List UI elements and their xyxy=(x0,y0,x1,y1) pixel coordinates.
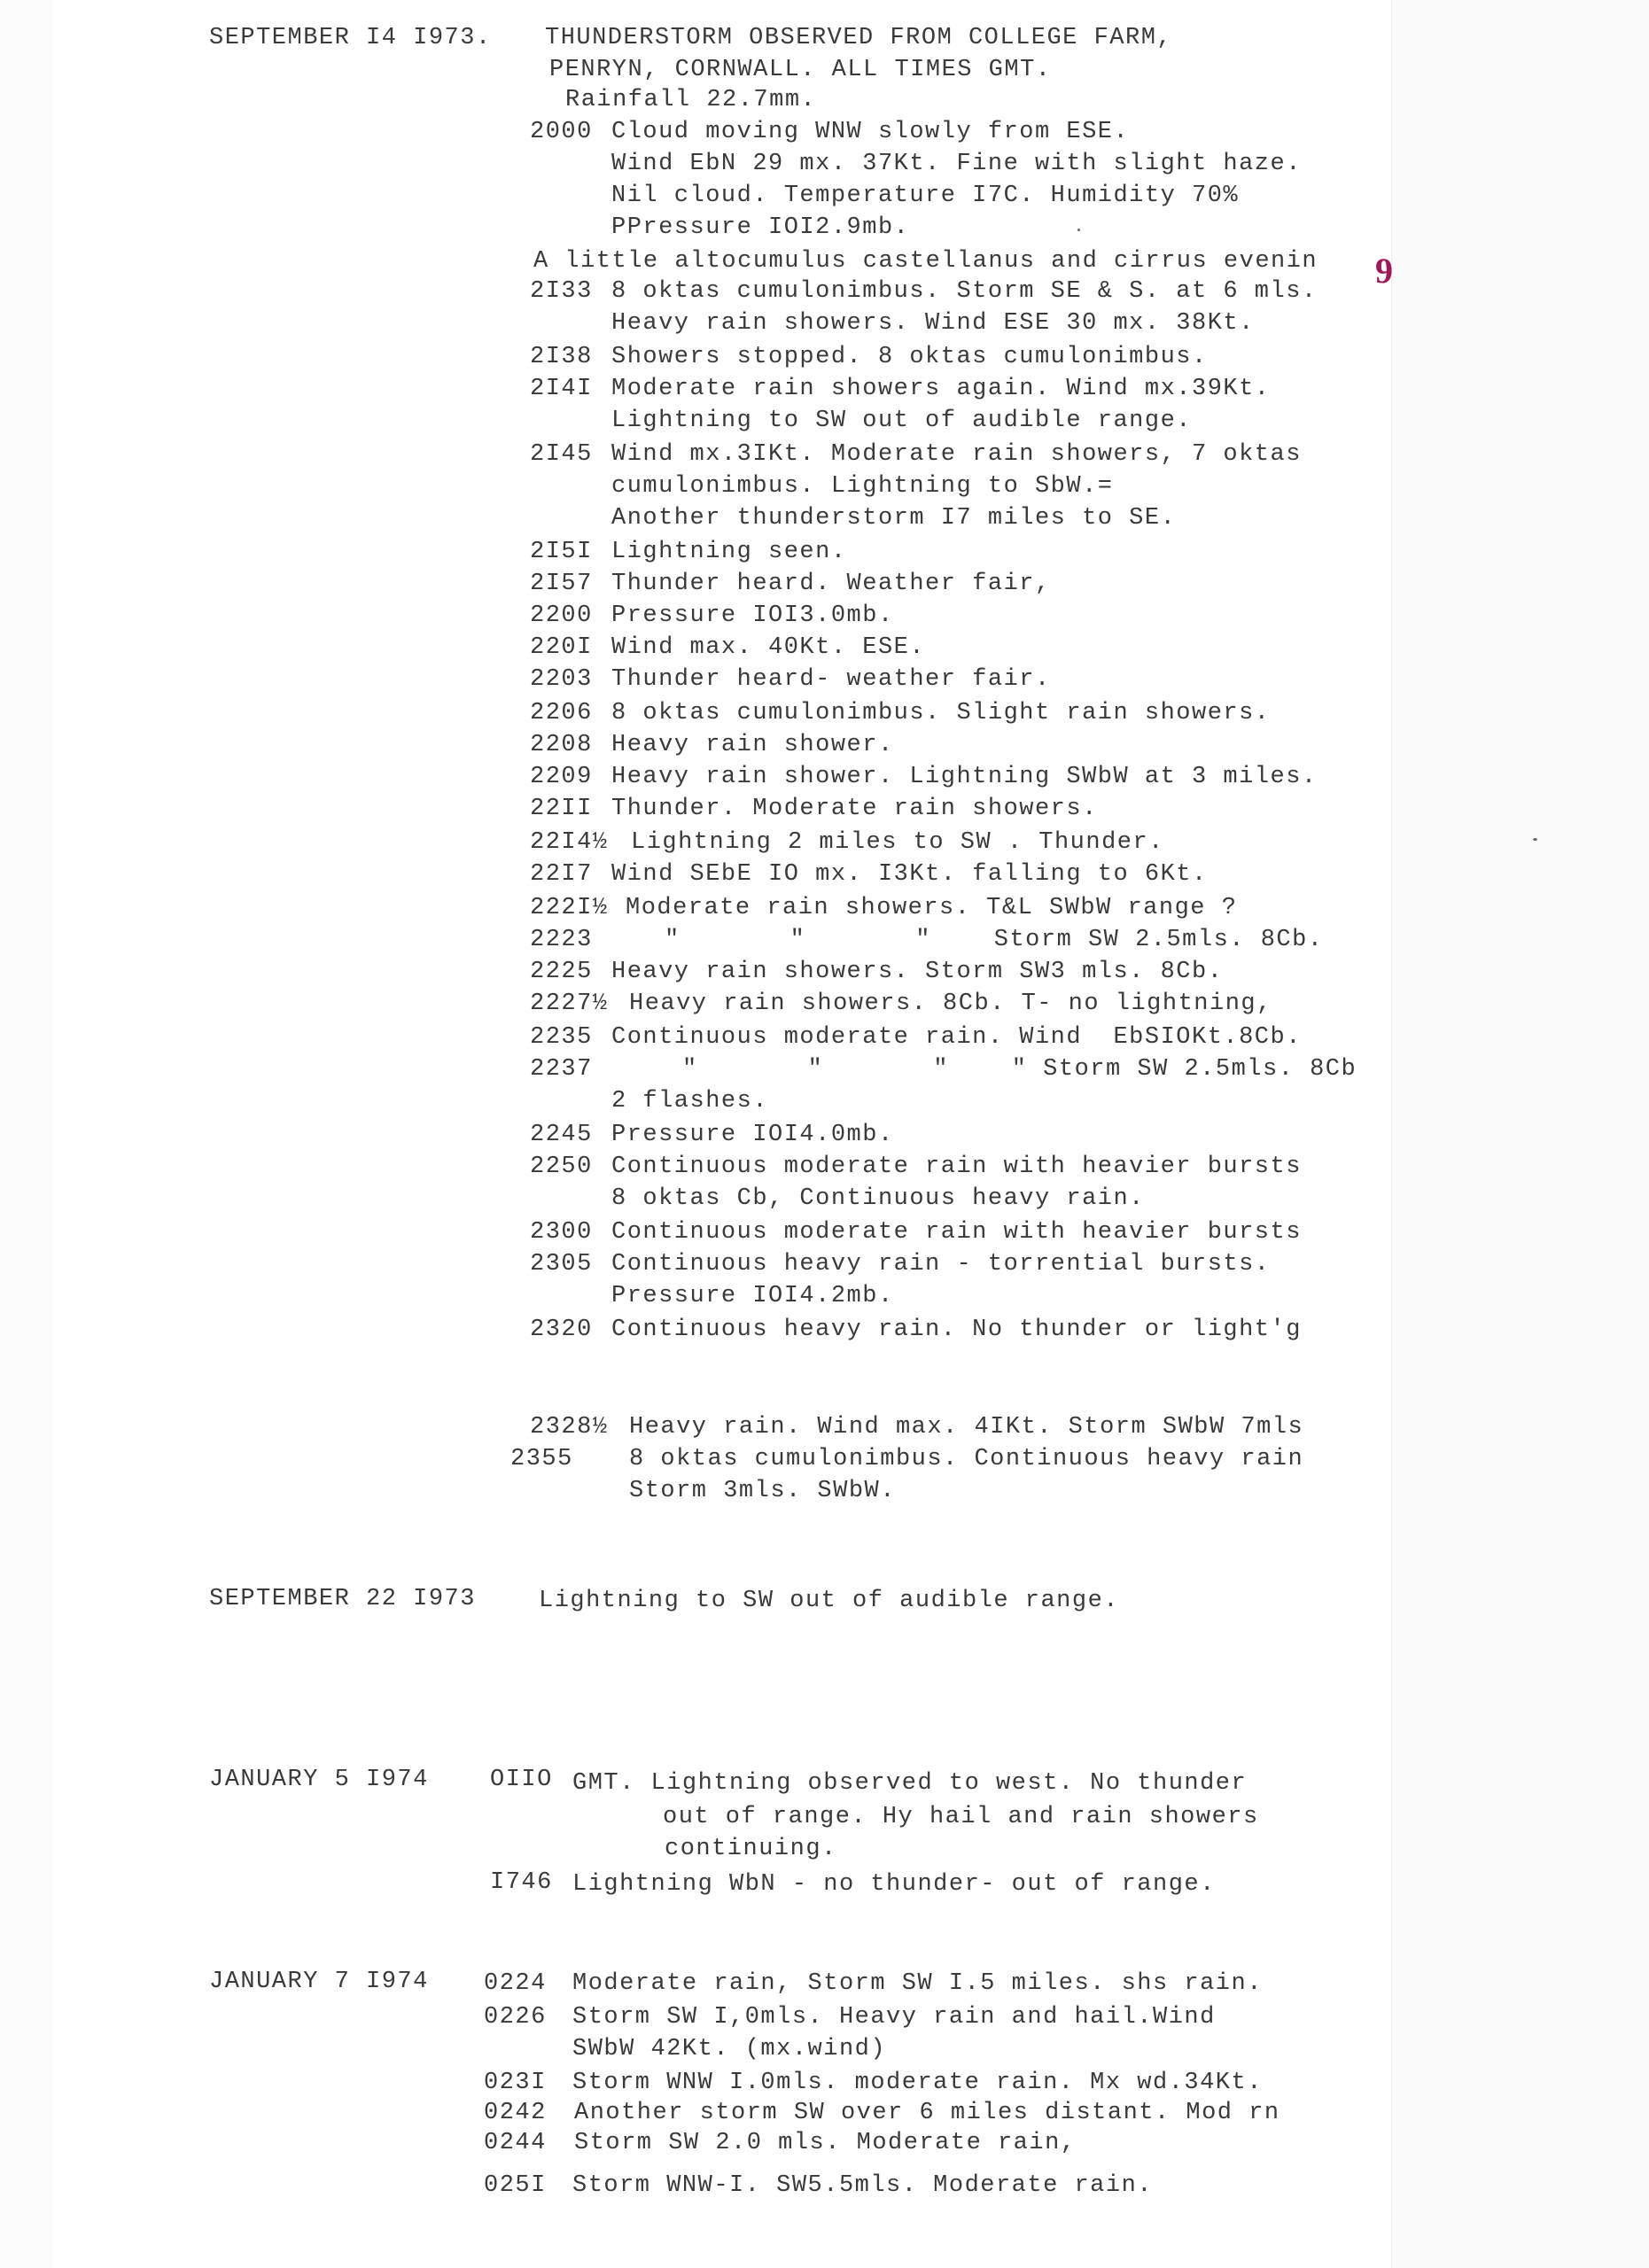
time-stamp: 220I xyxy=(530,634,593,661)
time-stamp: 2305 xyxy=(530,1251,593,1278)
time-stamp: 2300 xyxy=(530,1219,593,1246)
entry-date: JANUARY 7 I974 xyxy=(209,1969,429,1995)
time-stamp: 2250 xyxy=(530,1153,593,1180)
time-stamp: 2235 xyxy=(530,1024,593,1051)
note-line: SWbW 42Kt. (mx.wind) xyxy=(572,2036,887,2062)
time-stamp: 22I4½ xyxy=(530,829,609,856)
time-stamp: I746 xyxy=(490,1869,553,1896)
time-stamp: 2355 xyxy=(510,1446,573,1472)
time-stamp: 2000 xyxy=(530,119,593,145)
time-stamp: 2206 xyxy=(530,700,593,726)
entry-heading: THUNDERSTORM OBSERVED FROM COLLEGE FARM, xyxy=(545,25,1173,51)
time-stamp: 023I xyxy=(484,2070,547,2096)
scan-speck xyxy=(1077,229,1080,231)
note-line: 8 oktas cumulonimbus. Slight rain showers. xyxy=(611,700,1271,726)
note-line: PPressure IOI2.9mb. xyxy=(611,214,910,241)
time-stamp: 2328½ xyxy=(530,1414,609,1441)
note-line: Pressure IOI4.2mb. xyxy=(611,1283,894,1309)
time-stamp: 22I7 xyxy=(530,861,593,888)
time-stamp: 2245 xyxy=(530,1122,593,1148)
note-line: Wind EbN 29 mx. 37Kt. Fine with slight haze. xyxy=(611,151,1302,177)
note-line: Wind max. 40Kt. ESE. xyxy=(611,634,926,661)
note-line: out of range. Hy hail and rain showers xyxy=(663,1804,1259,1830)
time-stamp: 2203 xyxy=(530,666,593,693)
scan-speck xyxy=(1533,838,1537,841)
note-line: Storm WNW I.0mls. moderate rain. Mx wd.34Kt. xyxy=(572,2070,1263,2096)
note-line: 8 oktas Cb, Continuous heavy rain. xyxy=(611,1185,1145,1212)
note-line: Cloud moving WNW slowly from ESE. xyxy=(611,119,1130,145)
note-line: " " " " Storm SW 2.5mls. 8Cb xyxy=(682,1056,1357,1083)
time-stamp: 222I½ xyxy=(530,895,609,921)
time-stamp: 0244 xyxy=(484,2130,547,2156)
time-stamp: 2223 xyxy=(530,927,593,953)
note-line: Showers stopped. 8 oktas cumulonimbus. xyxy=(611,344,1208,370)
note-line: 8 oktas cumulonimbus. Continuous heavy rain xyxy=(629,1446,1304,1472)
note-line: 2 flashes. xyxy=(611,1088,769,1115)
note-line: Moderate rain showers again. Wind mx.39Kt. xyxy=(611,376,1271,402)
time-stamp: 0224 xyxy=(484,1970,547,1997)
time-stamp: 2I38 xyxy=(530,344,593,370)
time-stamp: 2320 xyxy=(530,1317,593,1343)
note-line: Pressure IOI4.0mb. xyxy=(611,1122,894,1148)
note-line: Lightning seen. xyxy=(611,539,847,565)
paper-edge-right xyxy=(1391,0,1649,2268)
entry-date: SEPTEMBER I4 I973. xyxy=(209,25,492,51)
note-line: Continuous moderate rain. Wind EbSIOKt.8Cb. xyxy=(611,1024,1302,1051)
note-line: Pressure IOI3.0mb. xyxy=(611,602,894,629)
time-stamp: 2237 xyxy=(530,1056,593,1083)
note-line: Wind SEbE IO mx. I3Kt. falling to 6Kt. xyxy=(611,861,1208,888)
paper-edge-left xyxy=(0,0,53,2268)
note-line: Nil cloud. Temperature I7C. Humidity 70% xyxy=(611,183,1240,209)
note-line: Continuous moderate rain with heavier bursts xyxy=(611,1219,1302,1246)
note-line: Continuous heavy rain - torrential bursts. xyxy=(611,1251,1271,1278)
note-line: Another thunderstorm I7 miles to SE. xyxy=(611,505,1177,532)
time-stamp: 025I xyxy=(484,2172,547,2199)
note-line: Heavy rain showers. Storm SW3 mls. 8Cb. xyxy=(611,959,1224,985)
note-line: Heavy rain shower. xyxy=(611,732,894,758)
time-stamp: 2208 xyxy=(530,732,593,758)
entry-heading: Rainfall 22.7mm. xyxy=(565,87,817,113)
time-stamp: 2I57 xyxy=(530,571,593,597)
note-line: Storm SW I,0mls. Heavy rain and hail.Wind xyxy=(572,2004,1216,2031)
time-stamp: 2I5I xyxy=(530,539,593,565)
note-line: GMT. Lightning observed to west. No thunder xyxy=(572,1770,1248,1797)
note-line: Storm 3mls. SWbW. xyxy=(629,1478,896,1504)
time-stamp: OIIO xyxy=(490,1767,553,1793)
note-line: Moderate rain, Storm SW I.5 miles. shs rain. xyxy=(572,1970,1263,1997)
entry-date: JANUARY 5 I974 xyxy=(209,1767,429,1793)
note-line: cumulonimbus. Lightning to SbW.= xyxy=(611,473,1114,500)
note-line: continuing. xyxy=(665,1836,837,1862)
note-line: Thunder heard. Weather fair, xyxy=(611,571,1051,597)
note-line: Another storm SW over 6 miles distant. Mod rn xyxy=(574,2100,1280,2126)
entry-date: SEPTEMBER 22 I973 xyxy=(209,1586,476,1612)
time-stamp: 0226 xyxy=(484,2004,547,2031)
time-stamp: 2I45 xyxy=(530,441,593,468)
note-line: Continuous moderate rain with heavier bursts xyxy=(611,1153,1302,1180)
note-line: 8 oktas cumulonimbus. Storm SE & S. at 6 mls. xyxy=(611,278,1318,305)
note-line: Lightning 2 miles to SW . Thunder. xyxy=(631,829,1164,856)
entry-heading: PENRYN, CORNWALL. ALL TIMES GMT. xyxy=(549,57,1052,83)
note-line: Lightning to SW out of audible range. xyxy=(611,408,1192,434)
note-line: Storm WNW-I. SW5.5mls. Moderate rain. xyxy=(572,2172,1153,2199)
time-stamp: 2209 xyxy=(530,764,593,790)
note-line: Heavy rain. Wind max. 4IKt. Storm SWbW 7mls xyxy=(629,1414,1304,1441)
note-line: Lightning WbN - no thunder- out of range. xyxy=(572,1871,1216,1898)
note-line: Thunder. Moderate rain showers. xyxy=(611,796,1098,822)
margin-mark: 9 xyxy=(1375,251,1393,291)
time-stamp: 0242 xyxy=(484,2100,547,2126)
note-line: " " " Storm SW 2.5mls. 8Cb. xyxy=(665,927,1324,953)
note-line: Heavy rain showers. 8Cb. T- no lightning, xyxy=(629,990,1272,1017)
time-stamp: 22II xyxy=(530,796,593,822)
time-stamp: 2I33 xyxy=(530,278,593,305)
note-line: Storm SW 2.0 mls. Moderate rain, xyxy=(574,2130,1077,2156)
time-stamp: 2I4I xyxy=(530,376,593,402)
note-line: Heavy rain showers. Wind ESE 30 mx. 38Kt. xyxy=(611,310,1255,337)
note-line: Moderate rain showers. T&L SWbW range ? xyxy=(626,895,1238,921)
note-line: A little altocumulus castellanus and cirrus evenin xyxy=(533,248,1318,275)
time-stamp: 2225 xyxy=(530,959,593,985)
time-stamp: 2200 xyxy=(530,602,593,629)
note-line: Lightning to SW out of audible range. xyxy=(539,1588,1119,1614)
note-line: Wind mx.3IKt. Moderate rain showers, 7 oktas xyxy=(611,441,1302,468)
time-stamp: 2227½ xyxy=(530,990,609,1017)
note-line: Continuous heavy rain. No thunder or light'g xyxy=(611,1317,1302,1343)
note-line: Thunder heard- weather fair. xyxy=(611,666,1051,693)
note-line: Heavy rain shower. Lightning SWbW at 3 miles. xyxy=(611,764,1318,790)
